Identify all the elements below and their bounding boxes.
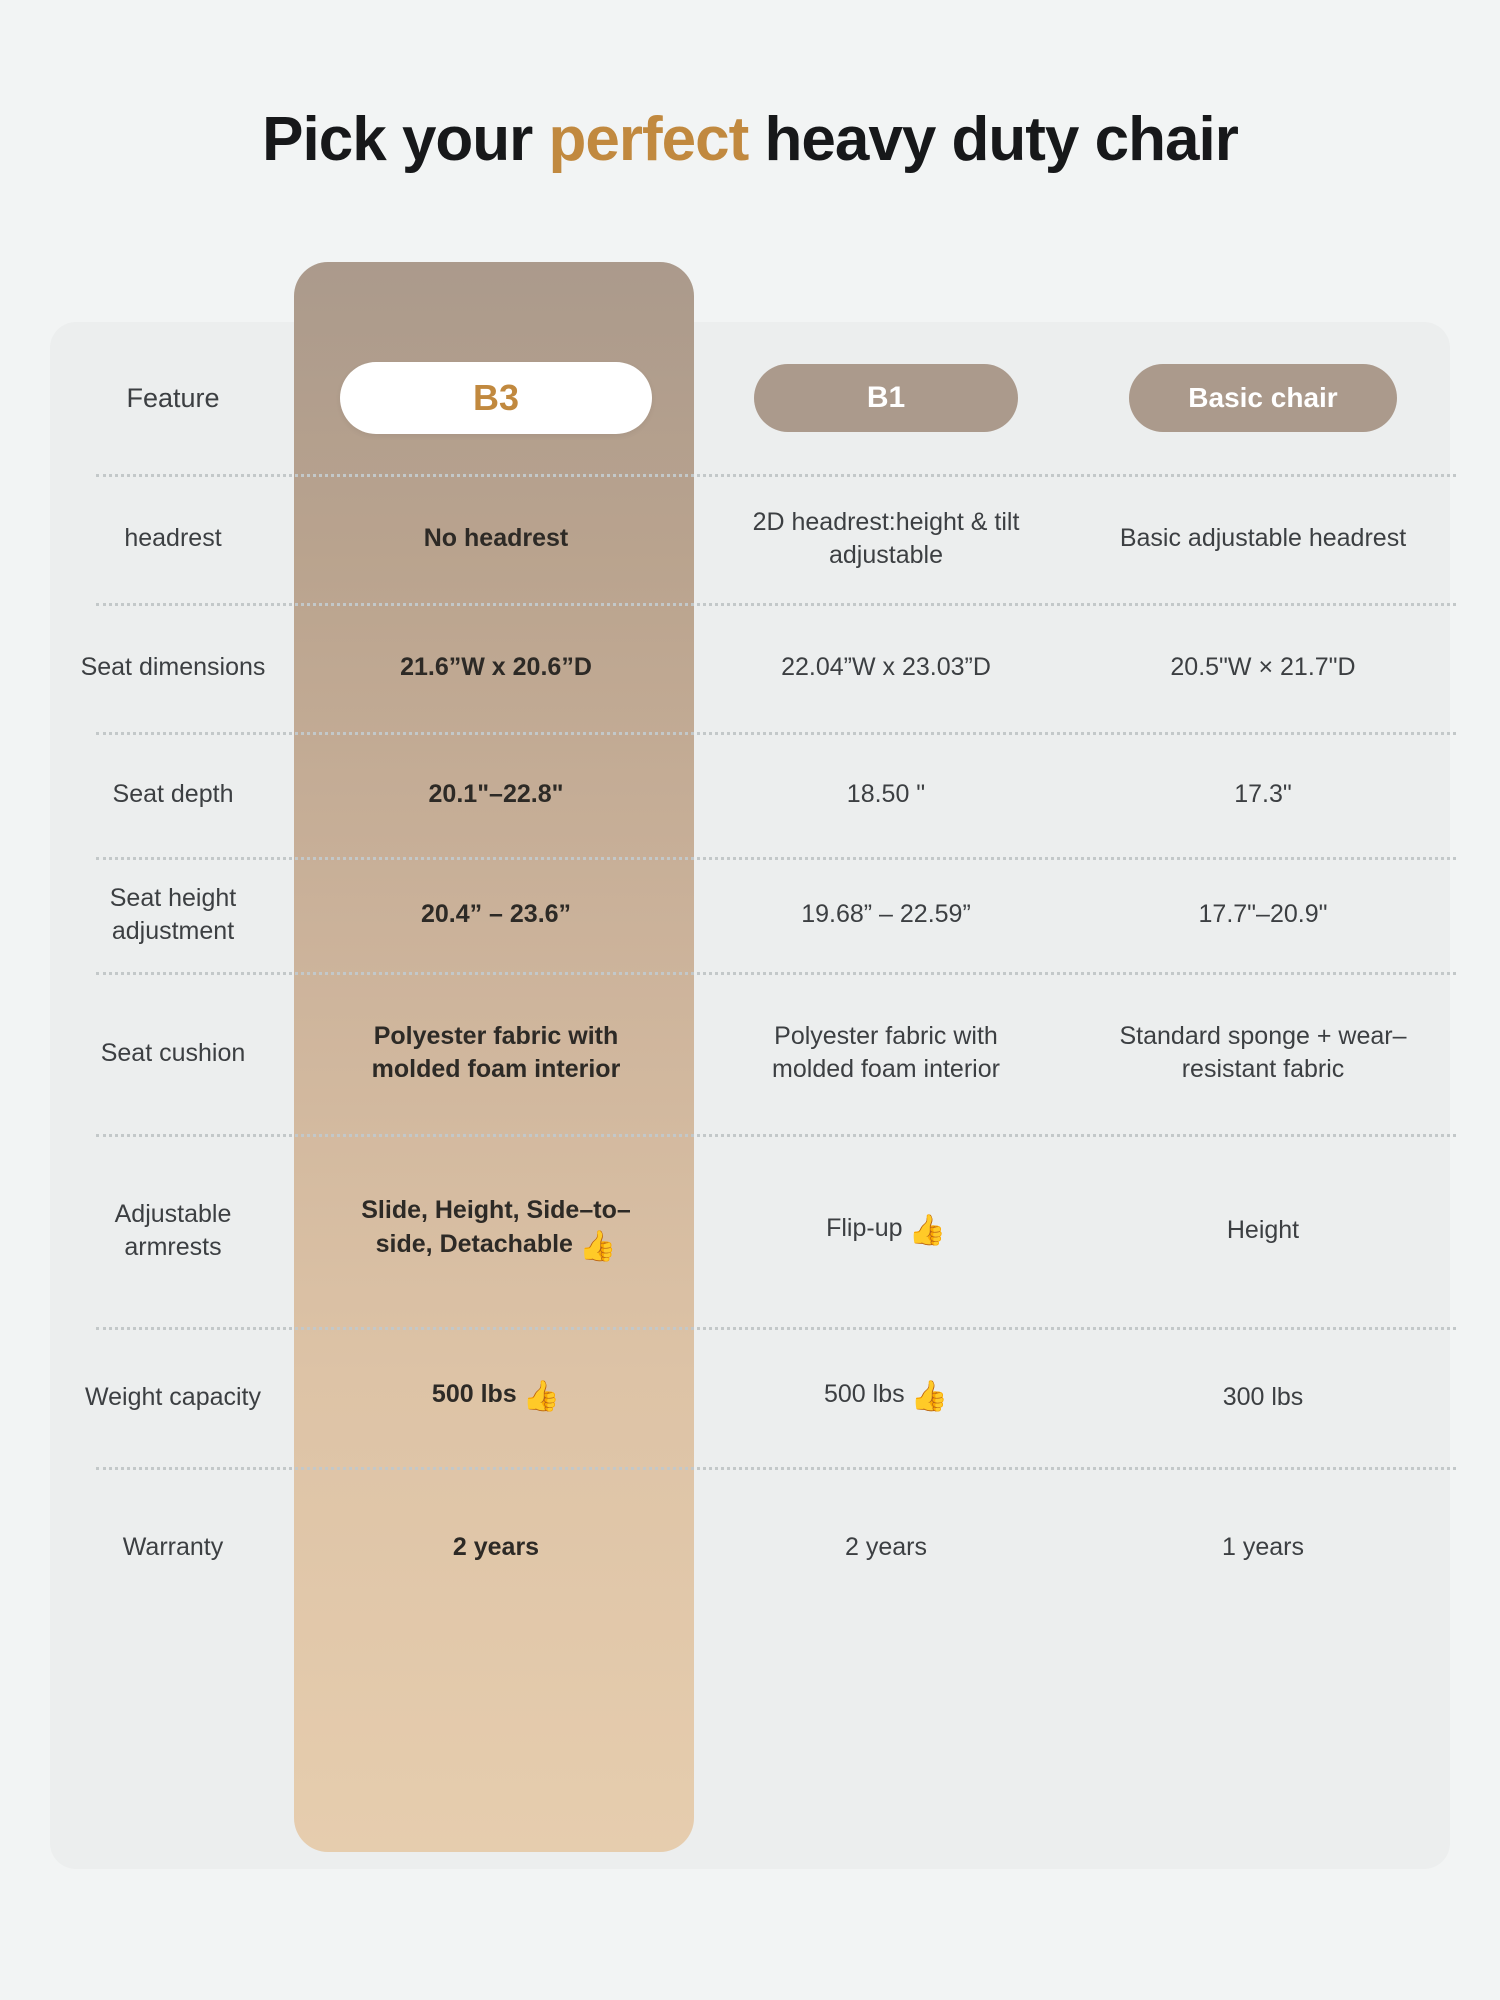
title-part-1: Pick your	[262, 105, 549, 174]
thumbs-up-icon: 👍	[578, 1230, 617, 1264]
comparison-table	[50, 322, 1450, 1869]
row-value-basic: Height	[1226, 1216, 1300, 1244]
row-value-b3	[296, 1194, 696, 1267]
row-value-basic: 1 years	[1222, 1532, 1304, 1561]
row-value-b3-text: Slide, Height, Side–to–side, Detachable	[361, 1196, 631, 1259]
row-feature-label: Weight capacity	[84, 1382, 261, 1411]
thumbs-up-icon: 👍	[910, 1380, 948, 1414]
header-cell-b1	[696, 364, 1076, 432]
header-feature-label: Feature	[126, 382, 220, 413]
table-row	[50, 474, 1450, 603]
row-value-basic: 20.5"W × 21.7"D	[1170, 653, 1356, 681]
row-value-b3-text: 500 lbs	[431, 1380, 517, 1409]
row-value-basic: 17.3"	[1234, 780, 1292, 808]
column-pill-basic[interactable]: Basic chair	[1129, 364, 1397, 432]
thumbs-up-icon: 👍	[908, 1213, 946, 1247]
row-value-basic: 300 lbs	[1222, 1382, 1304, 1411]
row-value-b1: Polyester fabric with molded foam interior	[772, 1022, 1000, 1083]
row-feature-label: Seat height adjustment	[109, 883, 237, 945]
row-feature-label: headrest	[124, 524, 222, 552]
column-pill-b1[interactable]: B1	[754, 364, 1018, 432]
header-cell-b3	[296, 362, 696, 434]
row-value-b1-text: Flip-up	[826, 1213, 903, 1242]
row-feature-label: Adjustable armrests	[114, 1199, 232, 1261]
table-row	[50, 972, 1450, 1134]
row-value-b1: 18.50 "	[846, 780, 926, 808]
column-pill-b3[interactable]: B3	[340, 362, 652, 434]
row-feature-label: Seat dimensions	[80, 653, 266, 681]
row-value-b3: 2 years	[452, 1532, 540, 1561]
row-value-b1: 2 years	[845, 1532, 927, 1561]
row-value-b1: 19.68” – 22.59”	[801, 900, 971, 928]
table-header-row	[50, 322, 1450, 474]
row-value-b1	[696, 1377, 1076, 1417]
row-value-b1: 2D headrest:height & tilt adjustable	[752, 507, 1020, 569]
row-feature-label: Seat cushion	[100, 1038, 246, 1067]
row-value-basic: Basic adjustable headrest	[1119, 524, 1407, 552]
table-row	[50, 603, 1450, 732]
title-accent-word: perfect	[548, 105, 749, 174]
page-title	[0, 104, 1500, 175]
table-row	[50, 732, 1450, 857]
row-feature-label: Seat depth	[112, 780, 234, 808]
table-row	[50, 1467, 1450, 1627]
row-value-b3: No headrest	[423, 524, 569, 552]
row-value-b1: 22.04”W x 23.03”D	[781, 653, 991, 681]
header-cell-basic	[1076, 364, 1450, 432]
table-row	[50, 1134, 1450, 1327]
row-value-b1	[696, 1211, 1076, 1251]
row-value-b3: 21.6”W x 20.6”D	[400, 653, 592, 681]
row-value-b1-text: 500 lbs	[824, 1380, 905, 1409]
row-value-basic: 17.7"–20.9"	[1198, 900, 1328, 928]
row-value-b3: Polyester fabric with molded foam interior	[371, 1022, 621, 1083]
table-row	[50, 1327, 1450, 1467]
row-value-b3: 20.4” – 23.6”	[420, 900, 572, 928]
title-part-2: heavy duty chair	[748, 105, 1238, 174]
table-row	[50, 857, 1450, 972]
row-feature-label: Warranty	[122, 1532, 224, 1561]
row-value-b3: 20.1"–22.8"	[428, 780, 564, 808]
thumbs-up-icon: 👍	[522, 1380, 561, 1414]
row-value-b3	[296, 1377, 696, 1417]
row-value-basic: Standard sponge + wear–resistant fabric	[1119, 1022, 1407, 1083]
